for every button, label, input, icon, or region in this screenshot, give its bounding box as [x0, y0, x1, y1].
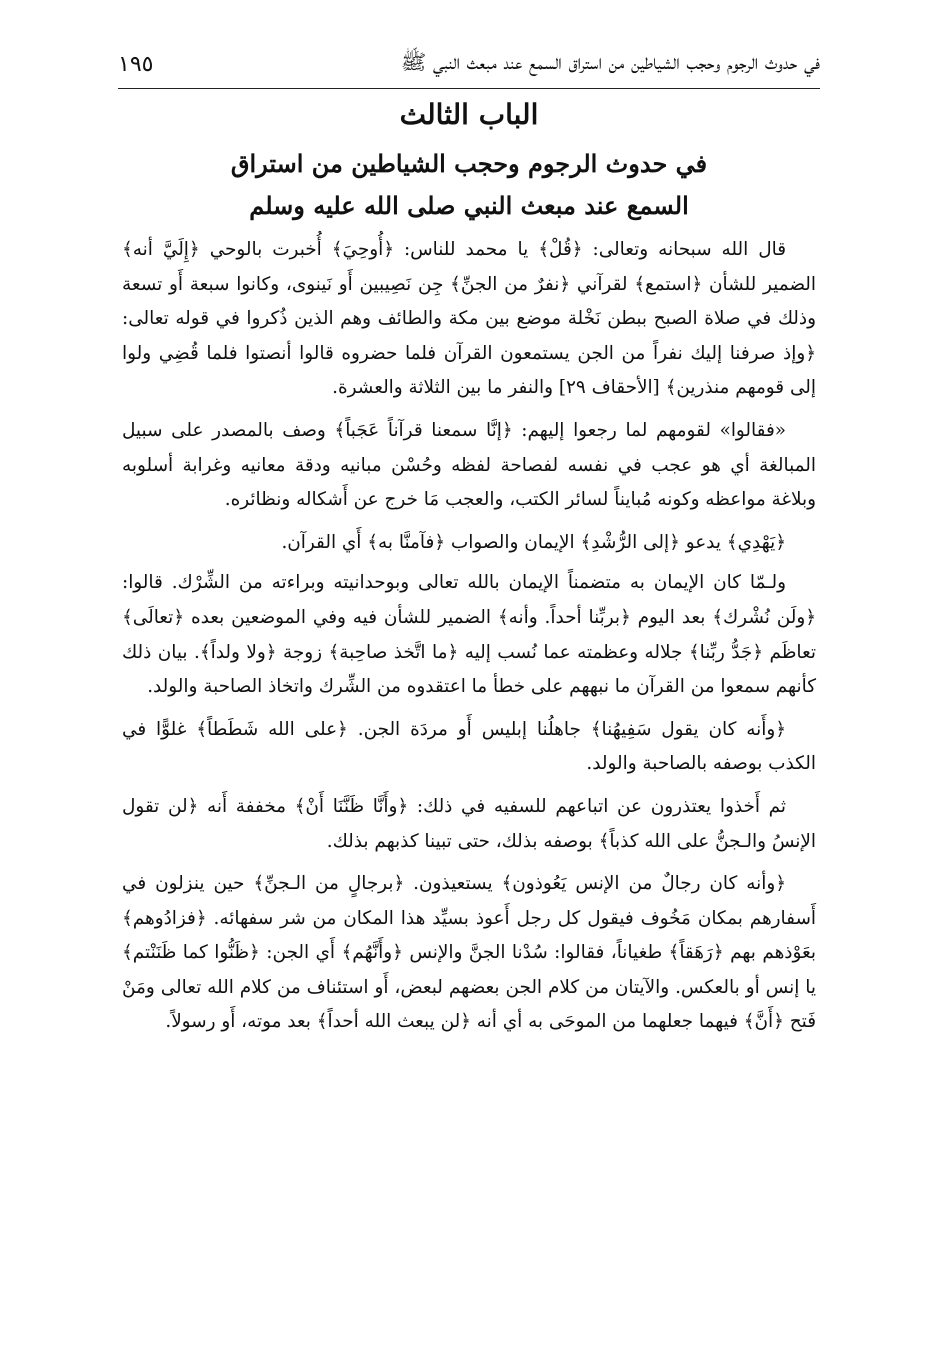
paragraph-2: «فقالوا» لقومهم لما رجعوا إليهم: ﴿إنَّا سمعنا قرآناً عَجَباً﴾ وصف بالمصدر على سبيل المبالغة أي هو عجب في نفسه لفصاحة لفظه وحُسْن مبانيه ودقة معانيه وغرابة أسلوبه وبلاغة مواعظه وكونه مُبايناً لسائر الكتب، والعجب مَا خرج عن أَشكاله ونظائره.: [122, 419, 816, 511]
section-title: [122, 143, 816, 227]
paragraph-6: ثم أَخذوا يعتذرون عن اتباعهم للسفيه في ذلك: ﴿وأَنَّا ظَنَّنَا أَنْ﴾ مخففة أَنه ﴿لن تقول الإنسُ والـجنُّ على الله كذباً﴾ بوصفه بذلك، حتى تبينا كذبهم بذلك.: [122, 795, 816, 852]
page-header: [118, 40, 820, 89]
section-title-line-2: السمع عند مبعث النبي صلى الله عليه وسلم: [249, 191, 689, 220]
page-number: ١٩٥: [118, 51, 154, 77]
page-content: [122, 98, 816, 1048]
paragraph-4: ولـمّا كان الإيمان به متضمناً الإيمان بالله تعالى وبوحدانيته وبراءته من الشِّرْك. قالوا: ﴿ولَن نُشْرك﴾ بعد اليوم ﴿بربِّنا أحداً. وأنه﴾ الضمير للشأن فيه وفي الموضعين بعده ﴿تعالَى﴾ تعاظَم ﴿جَدُّ ربِّنا﴾ جلاله وعظمته عما نُسب إليه ﴿ما اتَّخذ صاحِبة﴾ زوجة ﴿ولا ولداً﴾. بيان ذلك كأنهم سمعوا من القرآن ما نبههم على خطأ ما اعتقدوه من الشِّرك واتخاذ الصاحبة والولد.: [122, 572, 816, 698]
chapter-title: الباب الثالث: [399, 98, 539, 131]
paragraph-7: ﴿وأنه كان رجالٌ من الإنس يَعُوذون﴾ يستعيذون. ﴿برجالٍ من الـجنِّ﴾ حين ينزلون في أَسفارهم بمكان مَخُوف فيقول كل رجل أَعوذ بسيِّد هذا المكان من شر سفهائه. ﴿فزادُوهم﴾ بعَوْذهم بهم ﴿رَهَقاً﴾ طغياناً، فقالوا: سُدْنا الجنَّ والإنس ﴿وأَنَّهُم﴾ أَي الجن: ﴿ظَنُّوا كما ظَنَنْتم﴾ يا إنس أو بالعكس. والآيتان من كلام الجن بعضهم لبعض، أَو استئناف من كلام الله تعالى ومَنْ فَتح ﴿أَنَّ﴾ فيهما جعلهما من الموحَى به أي أنه ﴿لن يبعث الله أحداً﴾ بعد موته، أَو رسولاً.: [122, 873, 816, 1033]
paragraph-1: قال الله سبحانه وتعالى: ﴿قُلْ﴾ يا محمد للناس: ﴿أُوحِيَ﴾ أُخبرت بالوحي ﴿إِلَيَّ أنه﴾ الضمير للشأن ﴿استمع﴾ لقرآني ﴿نفرٌ من الجنِّ﴾ جِن نَصِيبين أَو نَينوى، وكانوا سبعة أَو تسعة وذلك في صلاة الصبح ببطن نَخْلة موضع بين مكة والطائف وهم الذين ذُكروا في قوله تعالى: ﴿وإذ صرفنا إليك نفراً من الجن يستمعون القرآن فلما حضروه قالوا أنصتوا فلما قُضِي ولوا إلى قومهم منذرين﴾ [الأحقاف ٢٩] والنفر ما بين الثلاثة والعشرة.: [122, 239, 816, 399]
paragraph-3: ﴿يَهْدِي﴾ يدعو ﴿إلى الرُّشْدِ﴾ الإيمان والصواب ﴿فآمنَّا به﴾ أَي القرآن.: [281, 531, 786, 553]
section-title-line-1: في حدوث الرجوم وحجب الشياطين من استراق: [230, 149, 708, 178]
running-title: في حدوث الرجوم وحجب الشياطين من استراق السمع عند مبعث النبي ﷺ: [400, 49, 820, 74]
paragraph-5: ﴿وأَنه كان يقول سَفِيهُنا﴾ جاهلُنا إبليس أَو مردَة الجن. ﴿على الله شَطَطاً﴾ غلوًّا في الكذب بوصفه بالصاحبة والولد.: [122, 718, 816, 775]
